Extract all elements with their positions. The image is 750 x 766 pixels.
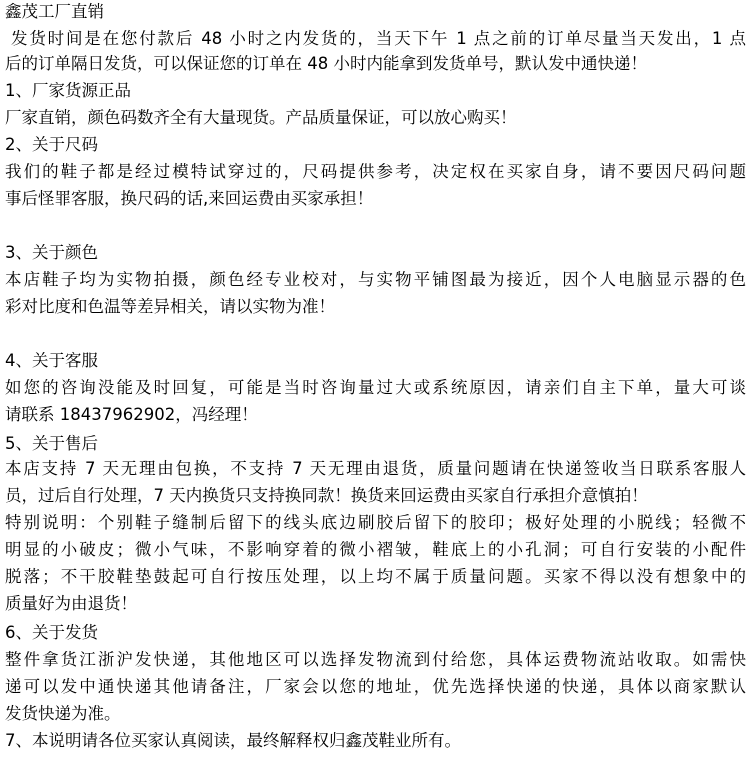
section-text-line: 如您的咨询没能及时回复，可能是当时咨询量过大或系统原因，请亲们自主下单，量大可谈 [5, 378, 746, 397]
section-text-line: 本店鞋子均为实物拍摄，颜色经专业校对，与实物平铺图最为接近，因个人电脑显示器的色 [5, 270, 746, 289]
section-heading-6: 6、关于发货 [5, 623, 98, 642]
intro-line: 后的订单隔日发货，可以保证您的订单在 48 小时内能拿到发货单号，默认发中通快递！ [5, 54, 647, 73]
section-text-line: 递可以发中通快递其他请备注，厂家会以您的地址，优先选择快递的快递，具体以商家默认 [5, 677, 746, 696]
section-heading-4: 4、关于客服 [5, 351, 98, 370]
section-text-line: 明显的小破皮；微小气味，不影响穿着的微小褶皱，鞋底上的小孔洞；可自行安装的小配件 [5, 540, 746, 559]
intro-line: 发货时间是在您付款后 48 小时之内发货的，当天下午 1 点之前的订单尽量当天发出，1 点 [11, 29, 746, 48]
section-text-line: 本店支持 7 天无理由包换，不支持 7 天无理由退货，质量问题请在快递签收当日联系客服人 [5, 459, 746, 478]
section-text-line: 请联系 18437962902，冯经理！ [5, 405, 258, 424]
section-text-line: 脱落；不干胶鞋垫鼓起可自行按压处理，以上均不属于质量问题。买家不得以没有想象中的 [5, 567, 746, 586]
section-text-line: 厂家直销，颜色码数齐全有大量现货。产品质量保证，可以放心购买！ [5, 108, 517, 127]
section-text-line: 特别说明：个别鞋子缝制后留下的线头底边刷胶后留下的胶印；极好处理的小脱线；轻微不 [5, 513, 746, 532]
section-text-line: 事后怪罪客服，换尺码的话,来回运费由买家承担！ [5, 189, 374, 208]
section-heading-2: 2、关于尺码 [5, 135, 98, 154]
section-heading-5: 5、关于售后 [5, 434, 98, 453]
section-heading-1: 1、厂家货源正品 [5, 81, 131, 100]
section-text-line: 我们的鞋子都是经过模特试穿过的，尺码提供参考，决定权在买家自身，请不要因尺码问题 [5, 162, 746, 181]
section-text-line: 彩对比度和色温等差异相关，请以实物为准！ [5, 297, 335, 316]
section-text-line: 发货快递为准。 [5, 704, 121, 723]
section-text-line: 员，过后自行处理，7 天内换货只支持换同款！换货来回运费由买家自行承担介意慎拍！ [5, 486, 648, 505]
document-title: 鑫茂工厂直销 [5, 2, 104, 21]
section-text-line: 质量好为由退货！ [5, 594, 137, 613]
section-text-line: 整件拿货江浙沪发快递，其他地区可以选择发物流到付给您，具体运费物流站收取。如需快 [5, 650, 746, 669]
section-heading-3: 3、关于颜色 [5, 243, 98, 262]
section-heading-7: 7、本说明请各位买家认真阅读，最终解释权归鑫茂鞋业所有。 [5, 731, 461, 750]
